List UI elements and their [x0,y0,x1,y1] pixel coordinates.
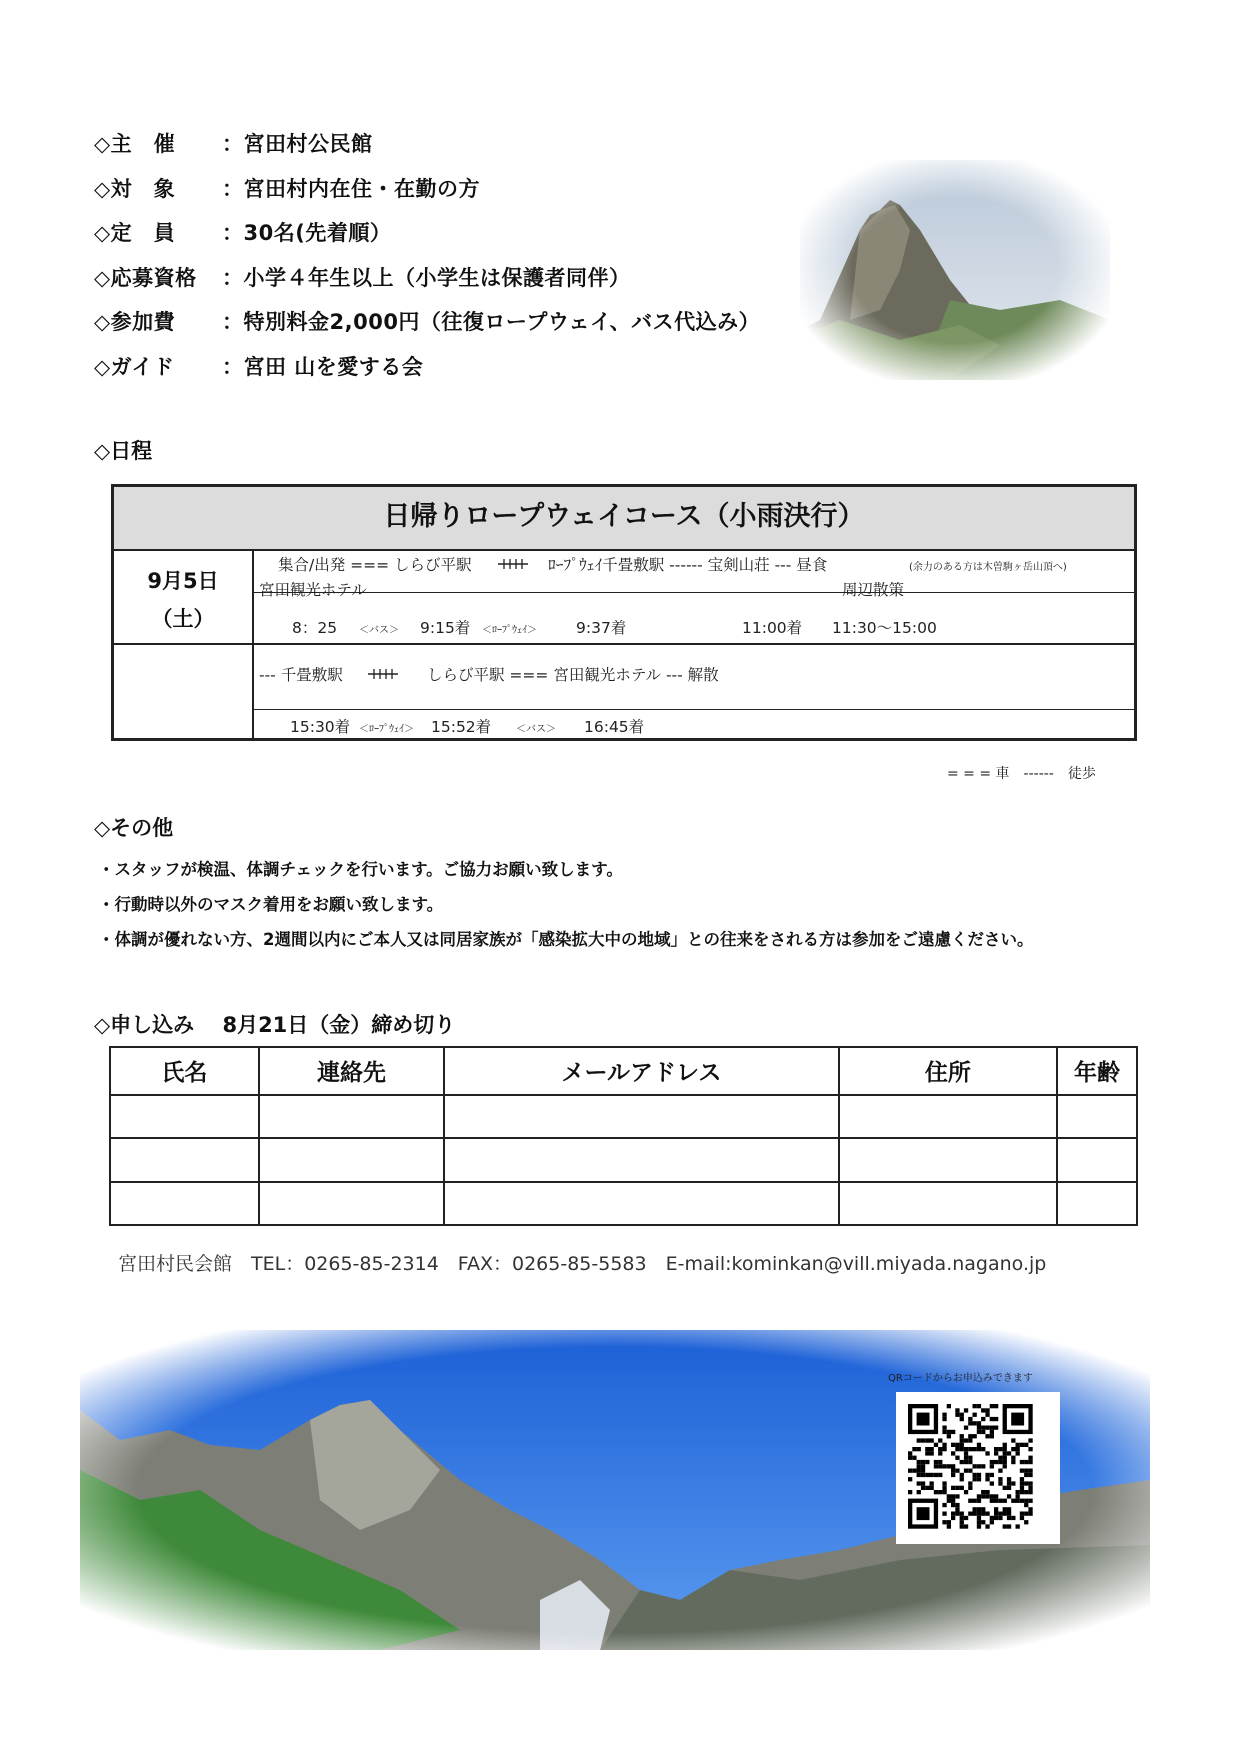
sub-note: 周辺散策 [842,581,905,599]
time: 15:30着 [290,718,351,736]
qr-code-icon [896,1392,1060,1544]
time: 16:45着 [584,718,645,736]
column-header: 氏名 [110,1047,259,1095]
route-note: (余力のある方は木曽駒ヶ岳山頂へ) [909,562,1067,573]
table-cell[interactable] [259,1182,445,1226]
info-organizer: ◇主 催 ：宮田村公民館 [94,132,373,156]
schedule-table [111,484,1137,741]
table-cell[interactable] [259,1138,445,1181]
qr-code[interactable] [896,1392,1060,1544]
schedule-date: 9月5日 [147,569,219,593]
transport-mode: ＜ﾛｰﾌﾟｳｪｲ＞ [482,625,537,636]
info-guide: ◇ガイド ：宮田 山を愛する会 [94,355,424,379]
time: 9:37着 [576,619,627,637]
table-cell[interactable] [839,1138,1058,1181]
route-segment: 集合/出発 === しらび平駅 [278,556,472,574]
note-item: ・行動時以外のマスク着用をお願い致します。 [98,895,444,914]
route-segment: --- 千畳敷駅 [259,666,343,684]
schedule-heading: ◇日程 [94,439,153,463]
contact-info: 宮田村民会館 TEL：0265-85-2314 FAX：0265-85-5583 E-mail:kominkan@vill.miyada.nagano.jp [118,1253,1047,1275]
schedule-title: 日帰りロープウェイコース（小雨決行） [114,487,1134,551]
table-cell[interactable] [839,1095,1058,1138]
info-eligibility: ◇応募資格 ：小学４年生以上（小学生は保護者同伴） [94,266,631,290]
time: 9:15着 [420,619,471,637]
table-cell[interactable] [444,1182,838,1226]
transport-mode: ＜バス＞ [359,625,399,636]
table-cell[interactable] [444,1138,838,1181]
schedule-weekday: （土） [151,607,215,631]
column-header: 連絡先 [259,1047,445,1095]
start-place: 宮田観光ホテル [259,581,367,599]
column-header: 年齢 [1057,1047,1137,1095]
qr-caption: QRコードからお申込みできます [888,1373,1033,1384]
route-segment: ﾛｰﾌﾟｳｪｲ千畳敷駅 ------ 宝剣山荘 --- 昼食 [548,556,828,574]
time: 15:52着 [431,718,492,736]
info-fee: ◇参加費 ：特別料金2,000円（往復ロープウェイ、バス代込み） [94,310,761,334]
note-item: ・体調が優れない方、2週間以内にご本人又は同居家族が「感染拡大中の地域」との往来をされる方は参加をご遠慮ください。 [98,930,1034,949]
table-cell[interactable] [1057,1182,1137,1226]
table-cell[interactable] [110,1182,259,1226]
time: 11:00着 [742,619,803,637]
mountain-peak-photo [800,160,1110,380]
info-capacity: ◇定 員 ：30名(先着順） [94,221,392,245]
table-cell[interactable] [259,1095,445,1138]
time: 8：25 [292,619,338,637]
table-row [110,1095,1137,1138]
ropeway-line-icon [498,559,528,569]
route-segment: しらび平駅 === 宮田観光ホテル --- 解散 [427,666,719,684]
table-cell[interactable] [839,1182,1058,1226]
time: 11:30～15:00 [832,619,937,637]
table-row [110,1182,1137,1226]
ropeway-line-icon [368,669,398,679]
table-cell[interactable] [444,1095,838,1138]
table-cell[interactable] [1057,1095,1137,1138]
schedule-legend: = = = 車 ------ 徒歩 [947,766,1096,782]
transport-mode: ＜バス＞ [516,724,556,735]
others-heading: ◇その他 [94,816,174,840]
info-target: ◇対 象 ：宮田村内在住・在勤の方 [94,177,480,201]
table-cell[interactable] [110,1138,259,1181]
column-header: メールアドレス [444,1047,838,1095]
apply-heading: ◇申し込み 8月21日（金）締め切り [94,1013,456,1037]
table-cell[interactable] [1057,1138,1137,1181]
transport-mode: ＜ﾛｰﾌﾟｳｪｲ＞ [359,724,414,735]
application-table [109,1046,1138,1226]
note-item: ・スタッフが検温、体調チェックを行います。ご協力お願い致します。 [98,860,623,879]
column-header: 住所 [839,1047,1058,1095]
table-cell[interactable] [110,1095,259,1138]
table-row [110,1138,1137,1181]
